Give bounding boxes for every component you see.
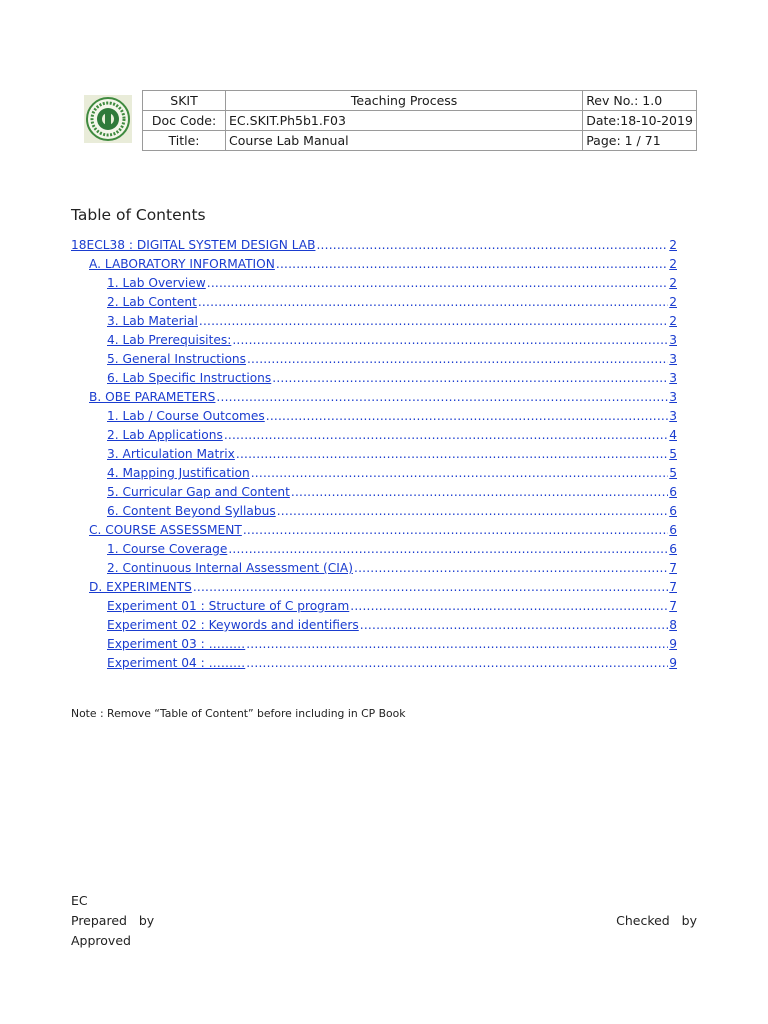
toc-entry-page[interactable]: 7 — [669, 580, 677, 594]
toc-leader-dots — [350, 597, 668, 616]
toc-entry-page[interactable]: 5 — [669, 447, 677, 461]
toc-entry[interactable] — [71, 578, 677, 597]
toc-leader-dots — [236, 445, 668, 464]
toc-entry[interactable] — [71, 426, 677, 445]
toc-entry-label[interactable]: 5. Curricular Gap and Content — [107, 485, 290, 499]
toc-entry[interactable] — [71, 293, 677, 312]
toc-entry-label[interactable]: 1. Lab Overview — [107, 276, 206, 290]
toc-leader-dots — [207, 274, 668, 293]
toc-entry[interactable] — [71, 388, 677, 407]
toc-entry[interactable] — [71, 521, 677, 540]
toc-entry-page[interactable]: 2 — [669, 276, 677, 290]
toc-entry-label[interactable]: 2. Continuous Internal Assessment (CIA) — [107, 561, 353, 575]
document-header-table — [142, 90, 697, 151]
toc-entry[interactable] — [71, 255, 677, 274]
toc-entry-page[interactable]: 5 — [669, 466, 677, 480]
toc-leader-dots — [247, 350, 668, 369]
toc-entry[interactable] — [71, 502, 677, 521]
toc-entry-page[interactable]: 3 — [669, 352, 677, 366]
toc-leader-dots — [276, 255, 668, 274]
toc-leader-dots — [277, 502, 669, 521]
toc-entry-page[interactable]: 2 — [669, 295, 677, 309]
toc-entry[interactable] — [71, 312, 677, 331]
toc-entry-label[interactable]: 1. Course Coverage — [107, 542, 228, 556]
toc-leader-dots — [216, 388, 668, 407]
toc-leader-dots — [198, 293, 668, 312]
toc-entry-page[interactable]: 6 — [669, 542, 677, 556]
toc-leader-dots — [224, 426, 668, 445]
toc-entry-label[interactable]: 2. Lab Content — [107, 295, 197, 309]
toc-entry-page[interactable]: 2 — [669, 257, 677, 271]
page-cell: Page: 1 / 71 — [583, 131, 697, 151]
toc-entry-label[interactable]: A. LABORATORY INFORMATION — [89, 257, 275, 271]
toc-entry-label[interactable]: C. COURSE ASSESSMENT — [89, 523, 242, 537]
toc-entry-page[interactable]: 2 — [669, 314, 677, 328]
toc-entry-label[interactable]: 3. Lab Material — [107, 314, 198, 328]
title-value: Course Lab Manual — [226, 131, 583, 151]
toc-entry-label[interactable]: 5. General Instructions — [107, 352, 246, 366]
toc-entry-page[interactable]: 7 — [669, 561, 677, 575]
toc-entry[interactable] — [71, 654, 677, 673]
toc-entry-page[interactable]: 3 — [669, 409, 677, 423]
toc-entry-page[interactable]: 6 — [669, 523, 677, 537]
toc-entry[interactable] — [71, 274, 677, 293]
toc-entry-page[interactable]: 9 — [669, 656, 677, 670]
toc-entry-page[interactable]: 2 — [669, 238, 677, 252]
toc-entry-label[interactable]: Experiment 04 : ……… — [107, 656, 246, 670]
toc-entry-label[interactable]: 2. Lab Applications — [107, 428, 223, 442]
footer-approved: Approved — [71, 933, 131, 948]
toc-entry-label[interactable]: Experiment 02 : Keywords and identifiers — [107, 618, 359, 632]
toc-heading: Table of Contents — [71, 206, 206, 224]
toc-entry[interactable] — [71, 559, 677, 578]
toc-entry-page[interactable]: 6 — [669, 504, 677, 518]
toc-entry-label[interactable]: D. EXPERIMENTS — [89, 580, 192, 594]
toc-entry[interactable] — [71, 597, 677, 616]
toc-entry-label[interactable]: 6. Content Beyond Syllabus — [107, 504, 276, 518]
toc-entry-page[interactable]: 7 — [669, 599, 677, 613]
footer-dept: EC — [71, 893, 88, 908]
college-logo — [84, 95, 132, 143]
process-cell: Teaching Process — [226, 91, 583, 111]
note-text: Note : Remove “Table of Content” before including in CP Book — [71, 707, 406, 720]
rev-cell: Rev No.: 1.0 — [583, 91, 697, 111]
toc-entry[interactable] — [71, 445, 677, 464]
title-label: Title: — [143, 131, 226, 151]
toc-entry-label[interactable]: 18ECL38 : DIGITAL SYSTEM DESIGN LAB — [71, 238, 316, 252]
toc-entry[interactable] — [71, 464, 677, 483]
toc-entry[interactable] — [71, 331, 677, 350]
toc-entry-label[interactable]: Experiment 03 : ……… — [107, 637, 246, 651]
toc-leader-dots — [193, 578, 668, 597]
toc-leader-dots — [246, 654, 668, 673]
table-of-contents — [71, 236, 677, 673]
toc-entry[interactable] — [71, 350, 677, 369]
toc-entry-label[interactable]: 4. Lab Prerequisites: — [107, 333, 232, 347]
toc-entry[interactable] — [71, 635, 677, 654]
toc-leader-dots — [316, 236, 668, 255]
doc-code-label: Doc Code: — [143, 111, 226, 131]
toc-leader-dots — [232, 331, 668, 350]
toc-entry-label[interactable]: 1. Lab / Course Outcomes — [107, 409, 265, 423]
org-cell: SKIT — [143, 91, 226, 111]
toc-entry-label[interactable]: 6. Lab Specific Instructions — [107, 371, 272, 385]
toc-entry-label[interactable]: 3. Articulation Matrix — [107, 447, 235, 461]
toc-leader-dots — [246, 635, 668, 654]
toc-leader-dots — [228, 540, 668, 559]
toc-entry[interactable] — [71, 483, 677, 502]
toc-entry-label[interactable]: 4. Mapping Justification — [107, 466, 250, 480]
toc-entry-label[interactable]: B. OBE PARAMETERS — [89, 390, 216, 404]
toc-entry-label[interactable]: Experiment 01 : Structure of C program — [107, 599, 350, 613]
toc-entry-page[interactable]: 3 — [669, 371, 677, 385]
toc-leader-dots — [243, 521, 668, 540]
footer-checked-by: Checked by — [616, 913, 697, 928]
toc-leader-dots — [266, 407, 668, 426]
toc-leader-dots — [291, 483, 668, 502]
toc-entry-page[interactable]: 4 — [669, 428, 677, 442]
toc-entry[interactable] — [71, 236, 677, 255]
toc-leader-dots — [354, 559, 668, 578]
toc-leader-dots — [251, 464, 669, 483]
toc-entry[interactable] — [71, 369, 677, 388]
toc-entry[interactable] — [71, 616, 677, 635]
toc-entry[interactable] — [71, 540, 677, 559]
toc-entry-page[interactable]: 8 — [669, 618, 677, 632]
toc-entry-page[interactable]: 3 — [669, 390, 677, 404]
toc-entry-page[interactable]: 6 — [669, 485, 677, 499]
toc-leader-dots — [360, 616, 668, 635]
toc-entry-page[interactable]: 9 — [669, 637, 677, 651]
toc-entry-page[interactable]: 3 — [669, 333, 677, 347]
toc-entry[interactable] — [71, 407, 677, 426]
date-cell: Date:18-10-2019 — [583, 111, 697, 131]
toc-leader-dots — [272, 369, 668, 388]
toc-leader-dots — [199, 312, 668, 331]
footer-prepared-by: Prepared by — [71, 913, 155, 928]
doc-code-value: EC.SKIT.Ph5b1.F03 — [226, 111, 583, 131]
